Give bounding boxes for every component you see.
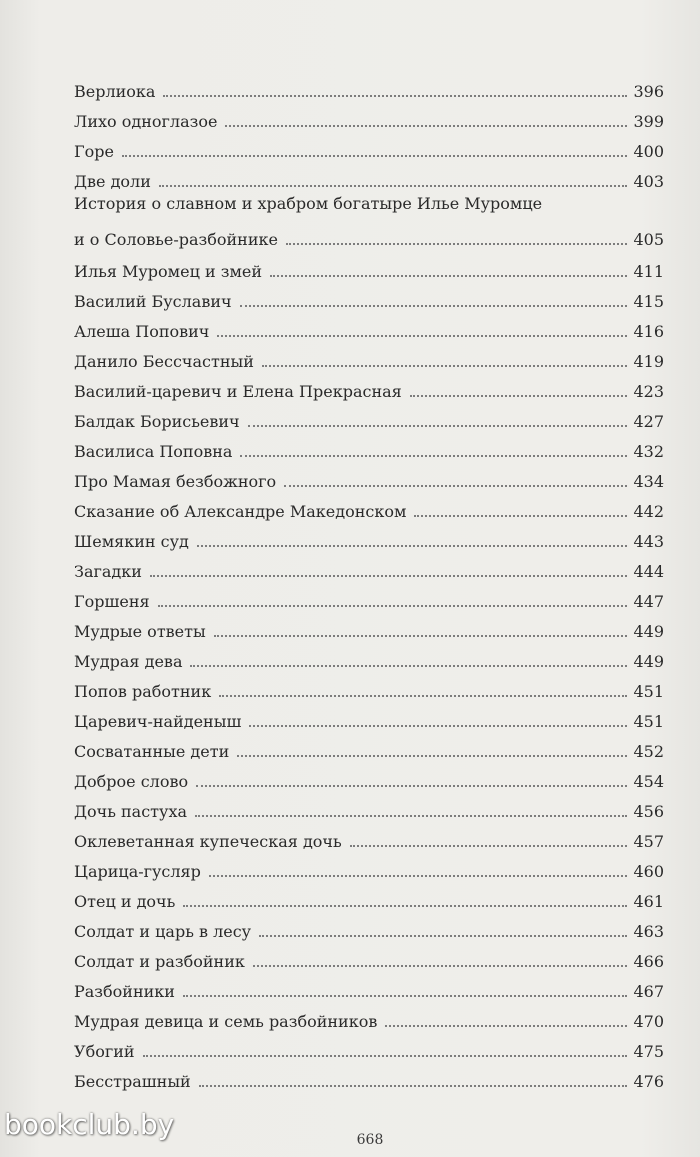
toc-entry-page: 463 xyxy=(633,922,664,941)
dot-leader xyxy=(385,1025,627,1027)
toc-entry xyxy=(74,1002,664,1032)
toc-entry xyxy=(74,912,664,942)
toc-entry-title: Отец и дочь xyxy=(74,892,176,911)
dot-leader xyxy=(284,485,627,487)
dot-leader xyxy=(240,455,627,457)
dot-leader xyxy=(219,695,627,697)
toc-entry xyxy=(74,1062,664,1092)
toc-entry-page: 399 xyxy=(633,112,664,131)
toc-entry-title: Шемякин суд xyxy=(74,532,189,551)
toc-entry-page: 475 xyxy=(633,1042,664,1061)
dot-leader xyxy=(262,365,628,367)
toc-entry-title: Солдат и разбойник xyxy=(74,952,245,971)
toc-entry-page: 476 xyxy=(633,1072,664,1091)
toc-entry-page: 466 xyxy=(633,952,664,971)
dot-leader xyxy=(214,635,628,637)
toc-entry-page: 454 xyxy=(633,772,664,791)
toc-entry-page: 456 xyxy=(633,802,664,821)
toc-entry-title: Про Мамая безбожного xyxy=(74,472,277,491)
dot-leader xyxy=(199,1085,628,1087)
toc-entry-page: 411 xyxy=(633,262,664,281)
toc-entry-page: 403 xyxy=(633,172,664,191)
dot-leader xyxy=(196,785,627,787)
dot-leader xyxy=(122,155,628,157)
dot-leader xyxy=(286,243,627,245)
dot-leader xyxy=(195,815,627,817)
toc-entry xyxy=(74,342,664,372)
toc-entry-page: 427 xyxy=(633,412,664,431)
toc-entry xyxy=(74,432,664,462)
toc-entry-title: Доброе слово xyxy=(74,772,189,791)
toc-entry xyxy=(74,942,664,972)
toc-entry xyxy=(74,582,664,612)
toc-entry xyxy=(74,822,664,852)
toc-entry xyxy=(74,642,664,672)
dot-leader xyxy=(253,965,628,967)
toc-entry xyxy=(74,1032,664,1062)
toc-entry xyxy=(74,402,664,432)
toc-entry-title: Бесстрашный xyxy=(74,1072,191,1091)
toc-entry-continuation xyxy=(74,216,664,250)
dot-leader xyxy=(183,905,627,907)
toc-entry xyxy=(74,132,664,162)
watermark: bookclub.by xyxy=(4,1108,175,1141)
toc-entry-page: 449 xyxy=(633,622,664,641)
toc-entry-title: Загадки xyxy=(74,562,142,581)
toc-entry-title: Сосватанные дети xyxy=(74,742,230,761)
dot-leader xyxy=(259,935,627,937)
toc-entry xyxy=(74,792,664,822)
page-number: 668 xyxy=(356,1132,384,1148)
toc-entry xyxy=(74,882,664,912)
dot-leader xyxy=(270,275,627,277)
toc-entry-title: Горшеня xyxy=(74,592,150,611)
dot-leader xyxy=(163,95,627,97)
toc-entry xyxy=(74,762,664,792)
dot-leader xyxy=(248,425,628,427)
toc-entry-title: Данило Бессчастный xyxy=(74,352,254,371)
toc-entry-page: 405 xyxy=(633,230,664,249)
toc-entry-page: 452 xyxy=(633,742,664,761)
toc-entry-page: 400 xyxy=(633,142,664,161)
toc-entry-title: Мудрые ответы xyxy=(74,622,206,641)
dot-leader xyxy=(240,305,628,307)
toc-entry-title: Сказание об Александре Македонском xyxy=(74,502,407,521)
dot-leader xyxy=(217,335,627,337)
toc-entry-page: 442 xyxy=(633,502,664,521)
toc-entry-title: Лихо одноглазое xyxy=(74,112,218,131)
dot-leader xyxy=(197,545,628,547)
dot-leader xyxy=(158,605,628,607)
toc-entry xyxy=(74,102,664,132)
toc-entry-title: Верлиока xyxy=(74,82,156,101)
toc-entry-page: 415 xyxy=(633,292,664,311)
toc-entry-title: Оклеветанная купеческая дочь xyxy=(74,832,342,851)
dot-leader xyxy=(150,575,628,577)
toc-entry-page: 470 xyxy=(633,1012,664,1031)
toc-entry-title: Горе xyxy=(74,142,114,161)
toc-entry-page: 449 xyxy=(633,652,664,671)
toc-entry-title: Царевич-найденыш xyxy=(74,712,242,731)
toc-entry xyxy=(74,72,664,102)
toc-entry-title: Мудрая девица и семь разбойников xyxy=(74,1012,378,1031)
toc-entry-title: Попов работник xyxy=(74,682,212,701)
toc-entry xyxy=(74,312,664,342)
toc-entry-page: 460 xyxy=(633,862,664,881)
toc-entry-page: 457 xyxy=(633,832,664,851)
toc-entry-page: 444 xyxy=(633,562,664,581)
toc-entry-page: 467 xyxy=(633,982,664,1001)
toc-entry-title: Царица-гусляр xyxy=(74,862,201,881)
toc-entry-page: 451 xyxy=(633,682,664,701)
toc-entry-page: 447 xyxy=(633,592,664,611)
toc-entry xyxy=(74,672,664,702)
toc-entry xyxy=(74,852,664,882)
toc-entry-title: Балдак Борисьевич xyxy=(74,412,240,431)
toc-entry-page: 423 xyxy=(633,382,664,401)
dot-leader xyxy=(350,845,628,847)
toc-entry-title: Дочь пастуха xyxy=(74,802,188,821)
toc-entry-title: Василиса Поповна xyxy=(74,442,233,461)
toc-entry xyxy=(74,192,664,252)
dot-leader xyxy=(237,755,627,757)
toc-entry-page: 416 xyxy=(633,322,664,341)
toc-entry-title: Илья Муромец и змей xyxy=(74,262,263,281)
toc-entry-page: 432 xyxy=(633,442,664,461)
toc-entry xyxy=(74,552,664,582)
toc-entry-title: Убогий xyxy=(74,1042,135,1061)
toc-entry-page: 461 xyxy=(633,892,664,911)
toc-entry xyxy=(74,522,664,552)
dot-leader xyxy=(190,665,627,667)
toc-entry xyxy=(74,252,664,282)
toc-entry xyxy=(74,162,664,192)
toc-entry-title: Солдат и царь в лесу xyxy=(74,922,252,941)
toc-entry xyxy=(74,732,664,762)
dot-leader xyxy=(225,125,627,127)
toc-entry-page: 434 xyxy=(633,472,664,491)
toc-entry xyxy=(74,612,664,642)
toc-entry-page: 451 xyxy=(633,712,664,731)
toc-entry-page: 443 xyxy=(633,532,664,551)
toc-entry xyxy=(74,462,664,492)
dot-leader xyxy=(209,875,628,877)
toc-entry-page: 419 xyxy=(633,352,664,371)
toc-entry-title: Мудрая дева xyxy=(74,652,183,671)
toc-entry xyxy=(74,492,664,522)
toc-entry xyxy=(74,372,664,402)
dot-leader xyxy=(183,995,628,997)
toc-entry-title: Василий-царевич и Елена Прекрасная xyxy=(74,382,402,401)
dot-leader xyxy=(410,395,628,397)
toc-entry-title: и о Соловье-разбойнике xyxy=(74,230,278,249)
toc-entry-title: Две доли xyxy=(74,172,151,191)
toc-entry-page: 396 xyxy=(633,82,664,101)
dot-leader xyxy=(414,515,627,517)
toc-entry-title: Василий Буславич xyxy=(74,292,232,311)
toc-entry-title: Алеша Попович xyxy=(74,322,210,341)
dot-leader xyxy=(249,725,627,727)
toc-entry xyxy=(74,282,664,312)
toc-entry xyxy=(74,972,664,1002)
toc-entry-title: Разбойники xyxy=(74,982,175,1001)
dot-leader xyxy=(159,185,628,187)
toc-entry-title: История о славном и храбром богатыре Илье Муромце xyxy=(74,194,543,213)
toc-entry xyxy=(74,702,664,732)
dot-leader xyxy=(143,1055,628,1057)
table-of-contents xyxy=(74,72,664,1092)
